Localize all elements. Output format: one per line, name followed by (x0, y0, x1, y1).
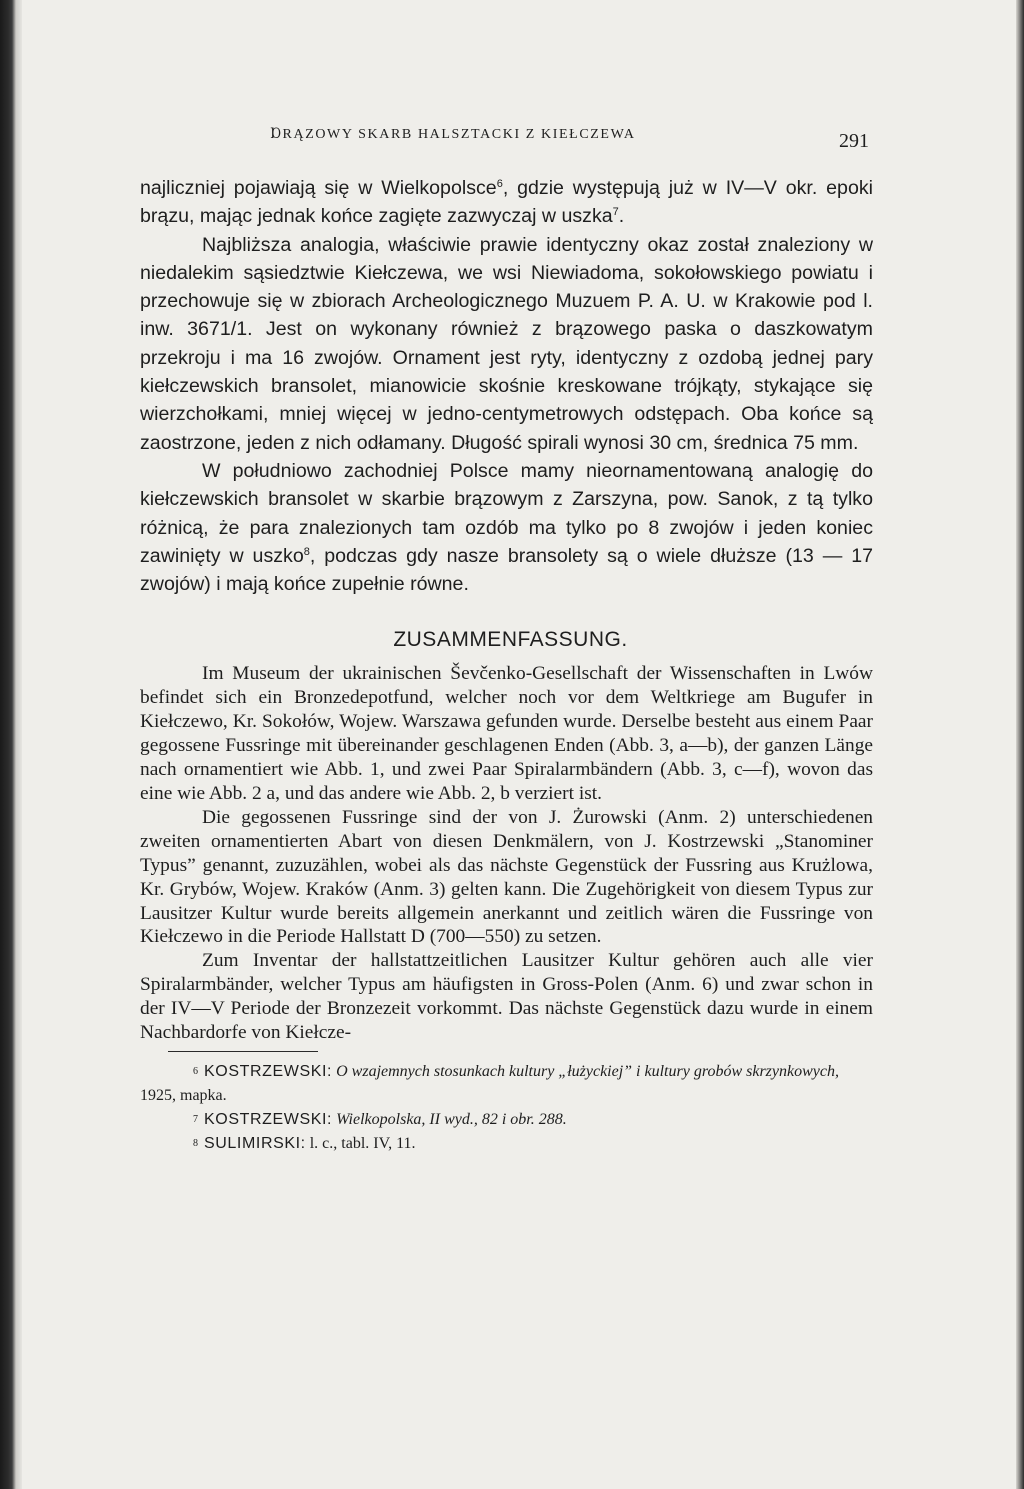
footnote-8 (140, 1132, 873, 1156)
footnote-title: O wzajemnych stosunkach kultury „łużyckiej” i kultury grobów skrzynkowych, (336, 1062, 839, 1080)
polish-body (140, 174, 873, 598)
running-head (140, 122, 873, 156)
page-content (140, 122, 873, 1156)
polish-paragraph-3: W południowo zachodniej Polsce mamy nieornamentowaną analogię do kiełczewskich bransolet w skarbie brązowym z Zarszyna, pow. Sanok, z tą tylko różnicą, że para znalezionych tam ozdób ma tylko po 8 zwojów i jeden koniec zawinięty w uszko$^8$, podczas gdy nasze bransolety są o wiele dłuższe (13 — 17 zwojów) i mają końce zupełnie równe. (140, 459, 873, 596)
footnote-author: KOSTRZEWSKI: (204, 1110, 333, 1128)
page-number: 291 (839, 130, 869, 152)
footnote-ref-7: 7 (612, 206, 619, 219)
footnote-author: SULIMIRSKI: (204, 1134, 306, 1152)
footnote-number: 7 (193, 1113, 198, 1125)
footnote-ref-6: 6 (496, 178, 503, 190)
footnote-rest: 1925, mapka. (140, 1086, 227, 1104)
running-title: ⱰRĄZOWY SKARB HALSZTACKI Z KIEŁCZEWA (270, 127, 636, 142)
german-paragraph-2: Die gegossenen Fussringe sind der von J. Żurowski (Anm. 2) unterschiedenen zweiten ornamentierten Abart von diesen Denkmälern, von J. Kostrzewski „Stanominer Typus” genannt, zuzuzählen, wobei als das nächste Gegenstück der Fussring aus Krużlowa, Kr. Grybów, Wojew. Kraków (Anm. 3) gelten kann. Die Zugehörigkeit von diesem Typus zur Lausitzer Kultur wurde bereits allgemein anerkannt und zeitlich wären die Fussringe von Kiełczewo in die Periode Hallstatt D (700—550) zu setzen. (140, 806, 873, 948)
footnote-title: Wielkopolska, II wyd., 82 i obr. 288. (336, 1110, 567, 1128)
footnote-ref-8: 8 (303, 545, 310, 558)
footnote-7 (140, 1108, 873, 1132)
scan-binding-edge (0, 0, 22, 1489)
footnote-number: 8 (193, 1137, 198, 1149)
german-summary (140, 662, 873, 1045)
polish-paragraph-1: najliczniej pojawiają się w Wielkopolsce$^6$, gdzie występują już w IV—V okr. epoki brązu, mając jednak końce zagięte zazwyczaj w uszka$^7$. (140, 177, 873, 228)
polish-paragraph-2: Najbliższa analogia, właściwie prawie identyczny okaz został znaleziony w niedalekim sąsiedztwie Kiełczewa, we wsi Niewiadoma, sokołowskiego powiatu i przechowuje się w zbiorach Archeologicznego Muzuem P. A. U. w Krakowie pod l. inw. 3671/1. Jest on wykonany również z brązowego paska o daszkowatym przekroju i ma 16 zwojów. Ornament jest ryty, identyczny z ozdobą jednej pary kiełczewskich bransolet, mianowicie skośnie kreskowane trójkąty, stykające się wierzchołkami, mniej więcej w jedno-centymetrowych odstępach. Oba końce są zaostrzone, jeden z nich odłamany. Długość spirali wynosi 30 cm, średnica 75 mm. (140, 233, 873, 454)
footnote-author: KOSTRZEWSKI: (204, 1062, 333, 1080)
footnotes (140, 1060, 873, 1156)
footnote-divider (168, 1051, 318, 1052)
footnote-6 (140, 1060, 873, 1108)
section-heading: ZUSAMMENFASSUNG. (393, 628, 628, 652)
scan-right-edge (1016, 0, 1024, 1489)
german-paragraph-3: Zum Inventar der hallstattzeitlichen Lausitzer Kultur gehören auch alle vier Spiralarmbänder, welcher Typus am häufigsten in Gross-Polen (Anm. 6) und zwar schon in der IV—V Periode der Bronzezeit vorkommt. Das nächste Gegenstück dazu wurde in einem Nachbardorfe von Kiełcze- (140, 950, 873, 1044)
footnote-number: 6 (193, 1065, 198, 1077)
german-paragraph-1: Im Museum der ukrainischen Ševčenko-Gesellschaft der Wissenschaften in Lwów befindet sich ein Bronzedepotfund, welcher noch vor dem Weltkriege am Bugufer in Kiełczewo, Kr. Sokołów, Wojew. Warszawa gefunden wurde. Derselbe besteht aus einem Paar gegossene Fussringe mit übereinander geschlagenen Enden (Abb. 3, a—b), der ganzen Länge nach ornamentiert wie Abb. 1, und zwei Paar Spiralarmbändern (Abb. 3, c—f), wovon das eine wie Abb. 2 a, und das andere wie Abb. 2, b verziert ist. (140, 663, 873, 804)
footnote-rest: l. c., tabl. IV, 11. (309, 1134, 416, 1152)
